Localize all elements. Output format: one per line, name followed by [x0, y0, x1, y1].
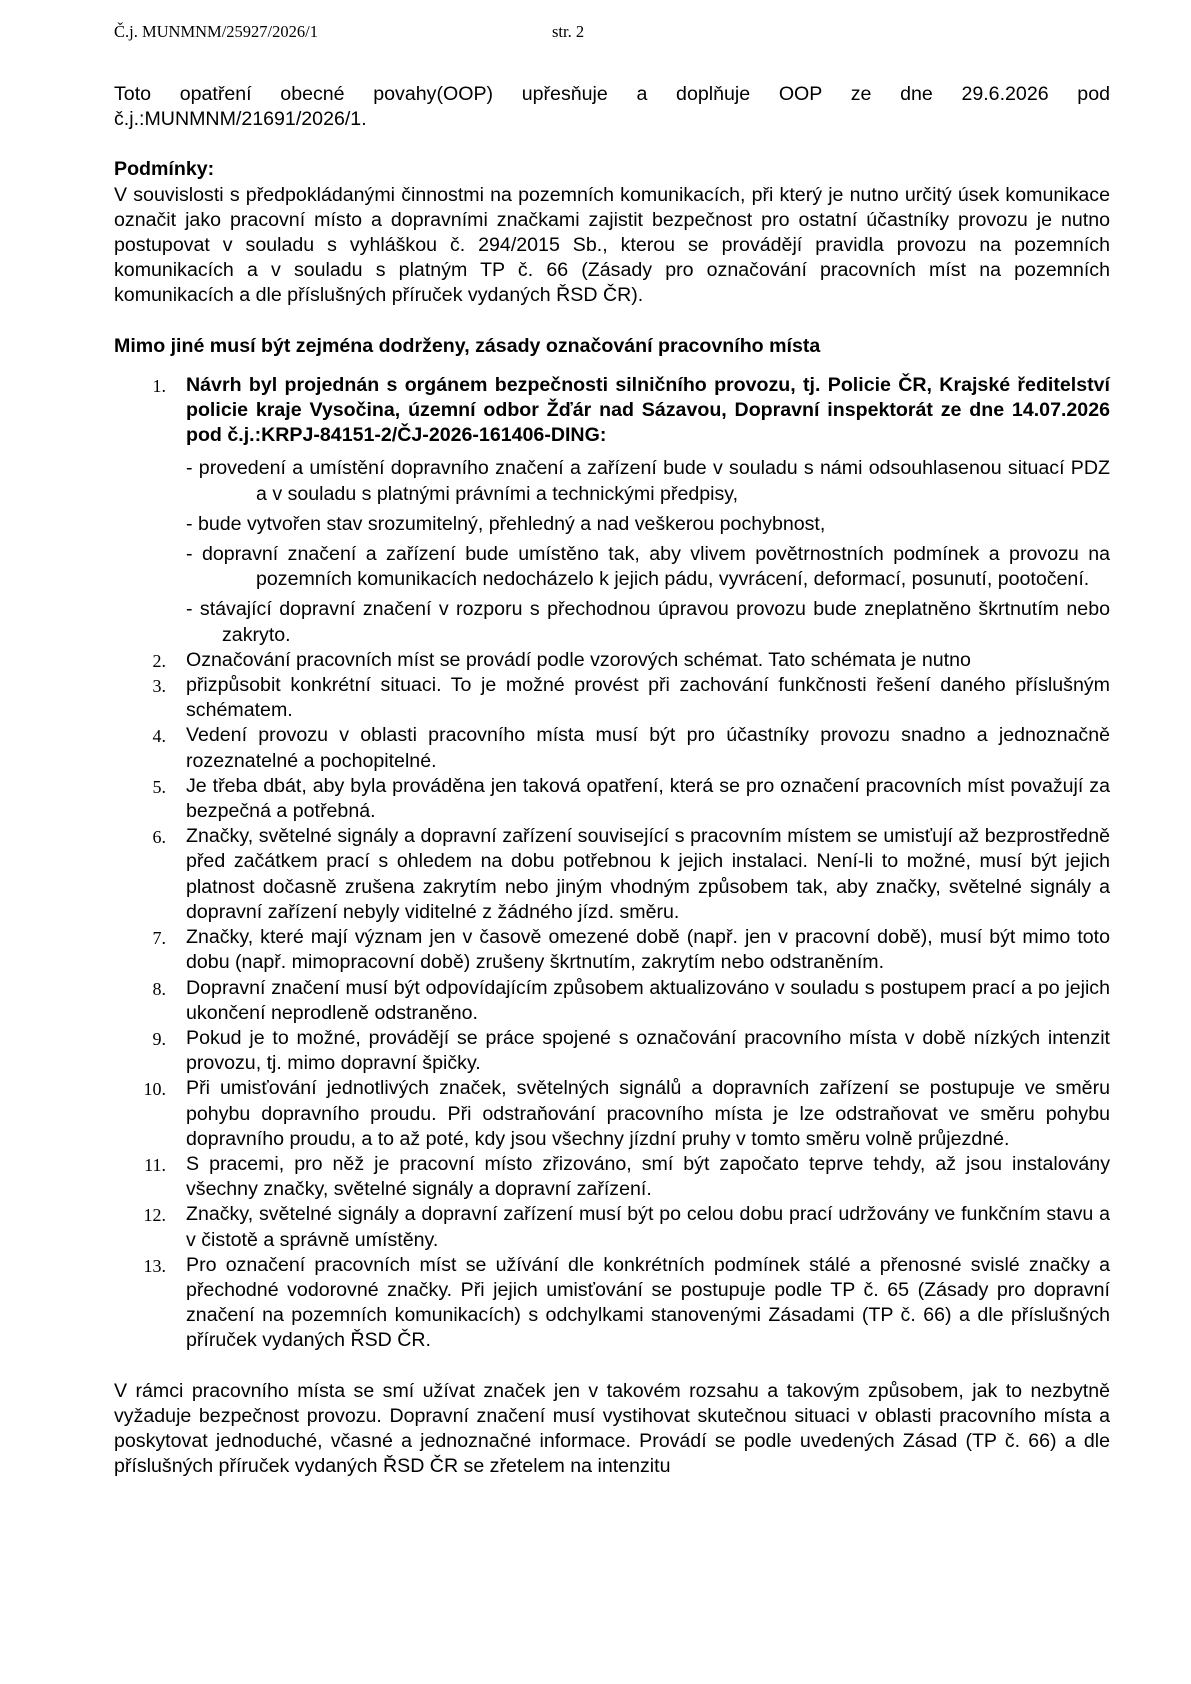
list-item-text: Pokud je to možné, provádějí se práce spojené s označování pracovního místa v době nízkých intenzit provozu, tj. mimo dopravní špičky.: [186, 1026, 1110, 1075]
list-item-number: 13.: [143, 1255, 166, 1276]
document-body: [114, 82, 1110, 1479]
list-item: [114, 1152, 1110, 1202]
rules-heading: Mimo jiné musí být zejména dodrženy, zásady označování pracovního místa: [114, 334, 821, 357]
rules-list: [114, 373, 1110, 1354]
list-item-number: 10.: [143, 1079, 166, 1100]
sub-list-item: - stávající dopravní značení v rozporu s přechodnou úpravou provozu bude zneplatněno škrtnutím nebo zakryto.: [186, 598, 1110, 646]
page-number: str. 2: [552, 22, 585, 41]
list-item-text: Označování pracovních míst se provádí podle vzorových schémat. Tato schémata je nutno: [186, 648, 971, 671]
list-item-number: 6.: [152, 827, 166, 848]
list-item-number: 9.: [152, 1028, 166, 1049]
list-item-number: 1.: [152, 375, 166, 396]
list-item-number: 11.: [144, 1154, 166, 1175]
closing-paragraph: V rámci pracovního místa se smí užívat značek jen v takovém rozsahu a takovým způsobem, jak to nezbytně vyžaduje bezpečnost provozu. Dopravní značení musí vystihovat skutečnou situaci v oblasti pracovního místa a poskytovat jednoduché, včasné a jednoznačné informace. Provádí se podle uvedených Zásad (TP č. 66) a dle příslušných příruček vydaných ŘSD ČR se zřetelem na intenzitu: [114, 1379, 1110, 1478]
list-item-text: Při umisťování jednotlivých značek, světelných signálů a dopravních zařízení se postupuje ve směru pohybu dopravního proudu. Při odstraňování pracovního místa je lze odstraňovat ve směru pohybu dopravního proudu, a to až poté, kdy jsou všechny jízdní pruhy v tomto směru volně průjezdné.: [186, 1077, 1110, 1150]
list-item: [114, 824, 1110, 925]
list-item-number: 8.: [152, 978, 166, 999]
sub-list-item: - provedení a umístění dopravního značení a zařízení bude v souladu s námi odsouhlasenou situací PDZ a v souladu s platnými právními a technickými předpisy,: [186, 457, 1110, 505]
list-item-text: S pracemi, pro něž je pracovní místo zřizováno, smí být započato teprve tehdy, až jsou instalovány všechny značky, světelné signály a dopravní zařízení.: [186, 1152, 1110, 1201]
list-item: [114, 1253, 1110, 1354]
list-item-text: Vedení provozu v oblasti pracovního místa musí být pro účastníky provozu snadno a jednoznačně rozeznatelné a pochopitelné.: [186, 724, 1110, 772]
list-item-text: přizpůsobit konkrétní situaci. To je možné provést při zachování funkčnosti řešení daného příslušným schématem.: [186, 674, 1110, 722]
list-item: [114, 1202, 1110, 1252]
list-item-text: Značky, světelné signály a dopravní zařízení související s pracovním místem se umisťují až bezprostředně před začátkem prací s ohledem na dobu potřebnou k jejich instalaci. Není-li to možné, musí být jejich platnost dočasně zrušena zakrytím nebo jiným vhodným způsobem tak, aby značky, světelné signály a dopravní zařízení nebyly viditelné z žádného jízd. směru.: [186, 825, 1110, 923]
conditions-heading: Podmínky:: [114, 158, 215, 181]
list-item: [114, 976, 1110, 1026]
list-item: [114, 373, 1110, 648]
list-item-text: Značky, které mají význam jen v časově omezené době (např. jen v pracovní době), musí být mimo toto dobu (např. mimopracovní době) zrušeny škrtnutím, zakrytím nebo odstraněním.: [186, 926, 1110, 974]
list-item-number: 2.: [152, 650, 166, 671]
list-item-text: Je třeba dbát, aby byla prováděna jen taková opatření, která se pro označení pracovních míst považují za bezpečná a potřebná.: [186, 774, 1110, 823]
list-item-text: Značky, světelné signály a dopravní zařízení musí být po celou dobu prací udržovány ve funkčním stavu a v čistotě a správně umístěny.: [186, 1203, 1110, 1251]
list-item-number: 3.: [152, 676, 166, 697]
list-item-number: 7.: [152, 928, 166, 949]
list-item-text: Dopravní značení musí být odpovídajícím způsobem aktualizováno v souladu s postupem prací a po jejich ukončení neprodleně odstraněno.: [186, 976, 1110, 1024]
list-item-text: Pro označení pracovních míst se užívání dle konkrétních podmínek stálé a přenosné svislé značky a přechodné vodorovné značky. Při jejich umisťování se postupuje podle TP č. 65 (Zásady pro dopravní značení na pozemních komunikacích) s odchylkami stanovenými Zásadami (TP č. 66) a dle příslušných příruček vydaných ŘSD ČR.: [186, 1253, 1110, 1352]
list-item-number: 4.: [152, 726, 166, 747]
conditions-section: [114, 157, 1110, 308]
list-item: [114, 1026, 1110, 1076]
list-item: [114, 925, 1110, 975]
list-item: [114, 774, 1110, 824]
conditions-paragraph: V souvislosti s předpokládanými činnostmi na pozemních komunikacích, při který je nutno určitý úsek komunikace označit jako pracovní místo a dopravními značkami zajistit bezpečnost pro ostatní účastníky provozu je nutno postupovat v souladu s vyhláškou č. 294/2015 Sb., kterou se provádějí pravidla provozu na pozemních komunikacích a v souladu s platným TP č. 66 (Zásady pro označování pracovních míst na pozemních komunikacích a dle příslušných příruček vydaných ŘSD ČR).: [114, 183, 1110, 307]
sub-list-item: - dopravní značení a zařízení bude umístěno tak, aby vlivem povětrnostních podmínek a provozu na pozemních komunikacích nedocházelo k jejich pádu, vyvrácení, deformací, posunutí, pootočení.: [186, 543, 1110, 591]
reference-number: Č.j. MUNMNM/25927/2026/1: [114, 22, 318, 41]
list-item: [114, 648, 1110, 673]
list-item-text: Návrh byl projednán s orgánem bezpečnosti silničního provozu, tj. Policie ČR, Krajské ředitelství policie kraje Vysočina, územní odbor Žďár nad Sázavou, Dopravní inspektorát ze dne 14.07.2026 pod č.j.:KRPJ-84151-2/ČJ-2026-161406-DING:: [186, 373, 1110, 447]
list-item-number: 12.: [143, 1205, 166, 1226]
list-item: [114, 1076, 1110, 1152]
sub-list-item: - bude vytvořen stav srozumitelný, přehledný a nad veškerou pochybnost,: [186, 512, 826, 535]
list-item: [114, 673, 1110, 723]
sub-list: [186, 456, 1110, 647]
list-item: [114, 723, 1110, 773]
intro-paragraph: Toto opatření obecné povahy(OOP) upřesňuje a doplňuje OOP ze dne 29.6.2026 pod č.j.:MUNMNM/21691/2026/1.: [114, 83, 1110, 131]
list-item-number: 5.: [152, 776, 166, 797]
